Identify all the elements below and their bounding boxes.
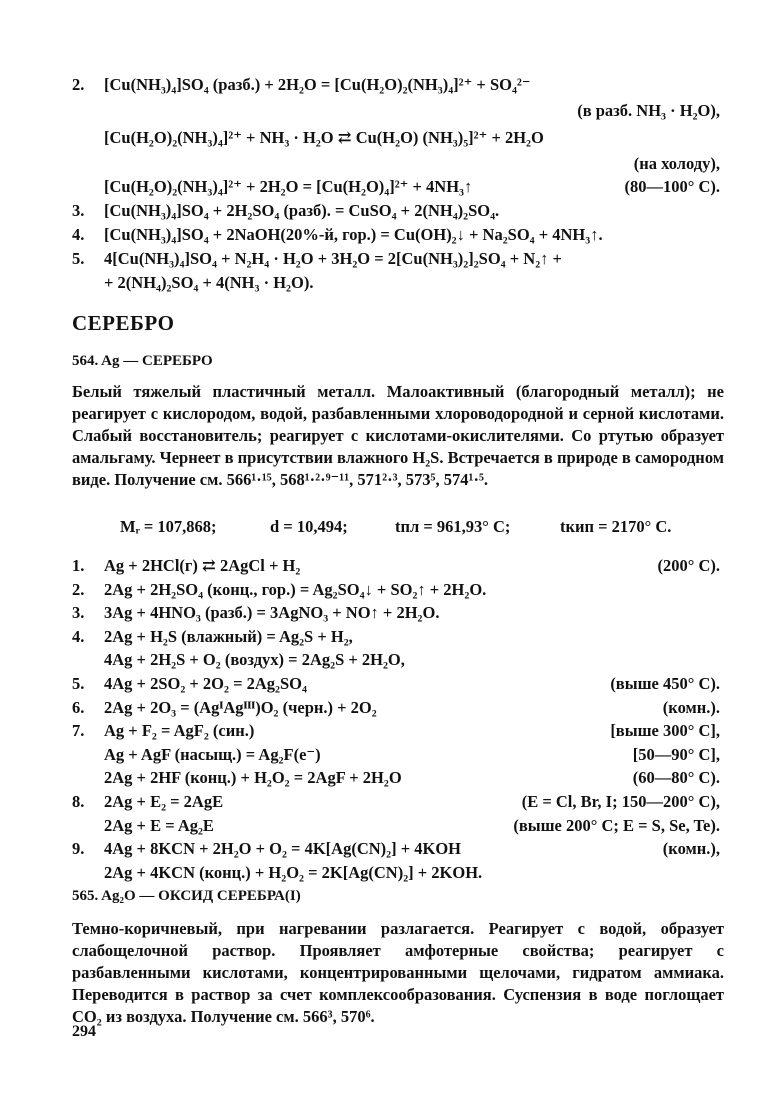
reaction-number: 3.: [72, 201, 85, 220]
reaction-equation: [Cu(NH₃)₄]SO₄ + 2NaOH(20%-й, гор.) = Cu(OH)₂↓ + Na₂SO₄ + 4NH₃↑.: [104, 225, 603, 244]
reaction-equation: + 2(NH₄)₂SO₄ + 4(NH₃ · H₂O).: [104, 273, 314, 292]
reaction-equation: Ag + 2HCl(г) ⇄ 2AgCl + H₂: [104, 556, 301, 575]
reaction-equation: Ag + AgF (насыщ.) = Ag₂F(e⁻): [104, 744, 321, 764]
density: d = 10,494;: [270, 517, 348, 536]
entry-heading: 565. Ag₂O — ОКСИД СЕРЕБРА(I): [72, 888, 301, 904]
reaction-line: [0, 603, 768, 627]
reaction-line: [0, 768, 768, 792]
reaction-line: [0, 816, 768, 840]
reaction-equation: [Cu(H₂O)₂(NH₃)₄]²⁺ + NH₃ · H₂O ⇄ Cu(H₂O) (NH₃)₅]²⁺ + 2H₂O: [104, 128, 544, 147]
reaction-line: [0, 75, 768, 99]
reaction-equation: 2Ag + 4KCN (конц.) + H₂O₂ = 2K[Ag(CN)₂] + 2KOH.: [104, 862, 483, 882]
reaction-equation: 4Ag + 2SO₂ + 2O₂ = 2Ag₂SO₄: [104, 674, 307, 693]
reaction-condition: (200° С).: [657, 556, 720, 575]
reaction-line: [0, 556, 768, 580]
reaction-equation: 2Ag + E₂ = 2AgE: [104, 792, 224, 811]
reaction-number: 3.: [72, 603, 85, 623]
reaction-equation: 4Ag + 8KCN + 2H₂O + O₂ = 4K[Ag(CN)₂] + 4KOH: [104, 839, 461, 859]
boiling-point: tкип = 2170° С.: [560, 517, 672, 536]
reaction-equation: 2Ag + H₂S (влажный) = Ag₂S + H₂,: [104, 626, 353, 646]
reaction-equation: 4[Cu(NH₃)₄]SO₄ + N₂H₄ · H₂O + 3H₂O = 2[Cu(NH₃)₂]₂SO₄ + N₂↑ +: [104, 249, 562, 268]
reaction-equation: 3Ag + 4HNO₃ (разб.) = 3AgNO₃ + NO↑ + 2H₂O.: [104, 603, 440, 623]
reaction-equation: 2Ag + 2H₂SO₄ (конц., гор.) = Ag₂SO₄↓ + SO₂↑ + 2H₂O.: [104, 579, 487, 599]
reaction-number: 1.: [72, 556, 85, 575]
reaction-line: [0, 839, 768, 863]
reaction-equation: [Cu(NH₃)₄]SO₄ + 2H₂SO₄ (разб). = CuSO₄ + 2(NH₄)₂SO₄.: [104, 201, 500, 220]
reaction-number: 5.: [72, 249, 85, 268]
reaction-number: 2.: [72, 579, 85, 599]
reaction-condition: (комн.).: [662, 697, 720, 717]
reaction-line: [0, 201, 768, 225]
reaction-number: 9.: [72, 839, 85, 859]
reaction-line: [0, 863, 768, 887]
reaction-condition: (выше 200° С; E = S, Se, Te).: [513, 815, 720, 835]
entry-description: Белый тяжелый пластичный металл. Малоактивный (благородный металл); не реагирует с кислородом, водой, разбавленными хлороводородной и серной кислотами. Слабый восстановитель; реагирует с кислотами-окислителями. Со ртутью образует амальгаму. Чернеет в присутствии влажного H₂S. Встречается в природе в самородном виде. Получение см. 566¹·¹⁵, 568¹·²·⁹⁻¹¹, 571²·³, 573⁵, 574¹·⁵.: [72, 382, 724, 489]
reaction-equation: [Cu(NH₃)₄]SO₄ (разб.) + 2H₂O = [Cu(H₂O)₂(NH₃)₄]²⁺ + SO₄²⁻: [104, 75, 531, 94]
reaction-line: [0, 249, 768, 273]
melting-point: tпл = 961,93° С;: [395, 517, 511, 536]
entry-heading: 564. Ag — СЕРЕБРО: [72, 353, 213, 369]
reaction-equation: 2Ag + 2HF (конц.) + H₂O₂ = 2AgF + 2H₂O: [104, 768, 402, 788]
molar-mass: Mᵣ = 107,868;: [120, 517, 217, 536]
reaction-line: [0, 792, 768, 816]
reaction-number: 8.: [72, 792, 85, 811]
reaction-condition: [выше 300° С],: [610, 721, 720, 741]
reaction-number: 4.: [72, 626, 85, 646]
reaction-condition: (на холоду),: [633, 154, 720, 173]
reaction-number: 6.: [72, 697, 85, 717]
reaction-condition: (комн.),: [662, 839, 720, 859]
reaction-number: 4.: [72, 225, 85, 244]
reaction-condition: [50—90° С],: [632, 744, 720, 764]
reaction-condition: (80—100° С).: [624, 177, 720, 196]
reaction-number: 5.: [72, 674, 85, 693]
reaction-equation: Ag + F₂ = AgF₂ (син.): [104, 721, 255, 741]
reaction-line: [0, 721, 768, 745]
reaction-line: [0, 745, 768, 769]
reaction-line: [0, 698, 768, 722]
reaction-equation: 2Ag + E = Ag₂E: [104, 815, 214, 835]
reaction-condition: (выше 450° С).: [610, 674, 720, 693]
reaction-line: [0, 580, 768, 604]
reaction-line: [0, 674, 768, 698]
reaction-line: [0, 627, 768, 651]
reaction-condition: (в разб. NH₃ · H₂O),: [577, 101, 720, 120]
entry-description: Темно-коричневый, при нагревании разлагается. Реагирует с водой, образует слабощелочной раствор. Проявляет амфотерные свойства; реагирует с разбавленными кислотами, концентрированными щелочами, гидратом аммиака. Переводится в раствор за счет комплексообразования. Суспензия в воде поглощает CO₂ из воздуха. Получение см. 566³, 570⁶.: [72, 919, 724, 1026]
reaction-number: 2.: [72, 75, 85, 94]
reaction-line: [0, 225, 768, 249]
reaction-equation: 2Ag + 2O₃ = (AgᴵAgᴵᴵᴵ)O₂ (черн.) + 2O₂: [104, 697, 377, 717]
reaction-equation: 4Ag + 2H₂S + O₂ (воздух) = 2Ag₂S + 2H₂O,: [104, 650, 405, 670]
reaction-line: [0, 650, 768, 674]
reaction-condition: (60—80° С).: [632, 768, 720, 788]
reaction-equation: [Cu(H₂O)₂(NH₃)₄]²⁺ + 2H₂O = [Cu(H₂O)₄]²⁺ + 4NH₃↑: [104, 177, 473, 196]
reaction-line: [0, 177, 768, 201]
section-title: СЕРЕБРО: [72, 311, 175, 335]
reaction-number: 7.: [72, 721, 85, 741]
reaction-condition: (E = Cl, Br, I; 150—200° С),: [521, 792, 720, 811]
page-number: 294: [72, 1023, 96, 1040]
